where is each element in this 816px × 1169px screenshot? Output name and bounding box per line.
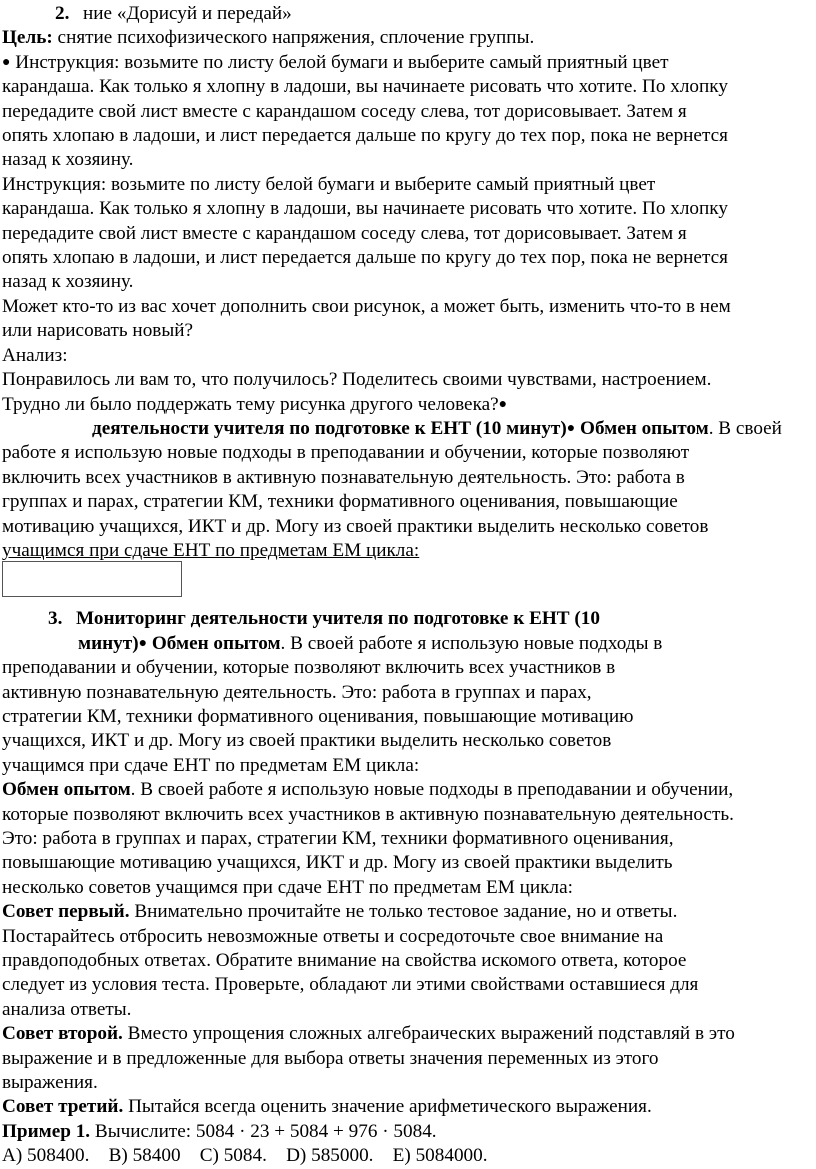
instruction-a-line: карандаша. Как только я хлопну в ладоши, вы начинаете рисовать что хотите. По хлопку: [2, 76, 728, 98]
section-2-heading: [0, 2, 816, 26]
fragment-line: работе я использую новые подходы в преподавании и обучении, которые позволяют: [2, 442, 690, 464]
example-1-line: Пример 1. Вычислите: 5084 · 23 + 5084 + 976 · 5084.: [2, 1120, 437, 1142]
instruction-a-line: ● Инструкция: возьмите по листу белой бумаги и выберите самый приятный цвет: [2, 51, 669, 73]
goal-line: [0, 26, 816, 50]
tip-3-label: Совет третий.: [2, 1096, 124, 1118]
section-3-line: учащимся при сдаче ЕНТ по предметам ЕМ цикла:: [2, 754, 420, 776]
section-3-number: 3.: [48, 608, 63, 630]
exchange-line: которые позволяют включить всех участников в активную познавательную деятельность.: [2, 803, 734, 825]
goal-text: снятие психофизического напряжения, сплочение группы.: [52, 27, 535, 49]
bullet-icon: ●: [498, 396, 508, 412]
instruction-b-line: передадите свой лист вместе с карандашом соседу слева, тот дорисовывает. Затем я: [2, 222, 687, 244]
analysis-label: Анализ:: [2, 344, 68, 366]
instruction-b-line: опять хлопаю в ладоши, и лист передается дальше по кругу до тех пор, пока не вернется: [2, 247, 728, 269]
tip-2-line: выражение и в предложенные для выбора ответы значения переменных из этого: [2, 1047, 659, 1069]
instruction-b-line: карандаша. Как только я хлопну в ладоши, вы начинаете рисовать что хотите. По хлопку: [2, 198, 728, 220]
empty-frame: [2, 561, 182, 597]
exchange-line: Это: работа в группах и парах, стратегии КМ, техники формативного оценивания,: [2, 828, 674, 849]
bullet-icon: ●: [566, 420, 576, 436]
bullet-icon: ●: [2, 54, 11, 70]
section-2-title: ние «Дорисуй и передай»: [83, 3, 292, 24]
example-1-answers: А) 508400. В) 58400 С) 5084. D) 585000. Е) 5084000.: [2, 1145, 488, 1167]
section-3-line: минут)● Обмен опытом. В своей работе я использую новые подходы в: [78, 632, 663, 654]
fragment-line: учащимся при сдаче ЕНТ по предметам ЕМ цикла:: [2, 539, 420, 561]
section-3-line: преподавании и обучении, которые позволяют включить всех участников в: [2, 657, 616, 679]
section-3-line: активную познавательную деятельность. Это: работа в группах и парах,: [2, 681, 592, 703]
exchange-line: Обмен опытом. В своей работе я использую новые подходы в преподавании и обучении,: [2, 779, 734, 801]
section-3-heading: [0, 607, 816, 631]
tip-1-line: следует из условия теста. Проверьте, обладают ли этими свойствами оставшиеся для: [2, 974, 699, 996]
exchange-line: несколько советов учащимся при сдаче ЕНТ по предметам ЕМ цикла:: [2, 876, 573, 898]
tip-1-line: правдоподобных ответах. Обратите внимание на свойства искомого ответа, которое: [2, 950, 687, 972]
section-3-title: Мониторинг деятельности учителя по подготовке к ЕНТ (10: [76, 608, 600, 630]
tip-2-label: Совет второй.: [2, 1023, 123, 1045]
fragment-heading: деятельности учителя по подготовке к ЕНТ (10 минут)● Обмен опытом. В своей: [92, 417, 782, 439]
tip-1-line: Совет первый. Внимательно прочитайте не только тестовое задание, но и ответы.: [2, 901, 678, 923]
instruction-a: [0, 51, 816, 173]
exchange-label: Обмен опытом: [2, 779, 131, 801]
fragment-bold-head: деятельности учителя по подготовке к ЕНТ (10 минут): [92, 417, 567, 439]
instruction-b-line: назад к хозяину.: [2, 271, 134, 293]
question-line: или нарисовать новый?: [2, 320, 194, 342]
tip-1-label: Совет первый.: [2, 901, 130, 923]
instruction-a-line: опять хлопаю в ладоши, и лист передается дальше по кругу до тех пор, пока не вернется: [2, 125, 728, 147]
instruction-b-line: Инструкция: возьмите по листу белой бумаги и выберите самый приятный цвет: [2, 173, 656, 195]
exchange-line: повышающие мотивацию учащихся, ИКТ и др. Могу из своей практики выделить: [2, 852, 673, 874]
example-1-label: Пример 1.: [2, 1120, 91, 1142]
section-3-exchange-label: Обмен опытом: [147, 632, 281, 654]
tip-3-line: Совет третий. Пытайся всегда оценить значение арифметического выражения.: [2, 1096, 652, 1118]
fragment-exchange-label: Обмен опытом: [575, 417, 709, 439]
question-line: Может кто-то из вас хочет дополнить свои рисунок, а может быть, изменить что-то в нем: [2, 295, 731, 317]
instruction-a-line: назад к хозяину.: [2, 149, 134, 171]
tip-2-line: выражения.: [2, 1072, 98, 1094]
tip-2-line: Совет второй. Вместо упрощения сложных алгебраических выражений подставляй в это: [2, 1023, 735, 1045]
tip-1-line: Постарайтесь отбросить невозможные ответы и сосредоточьте свое внимание на: [2, 925, 664, 947]
fragment-line: включить всех участников в активную познавательную деятельность. Это: работа в: [2, 466, 685, 488]
bullet-icon: ●: [138, 635, 148, 651]
fragment-line: мотивацию учащихся, ИКТ и др. Могу из своей практики выделить несколько советов: [2, 515, 709, 537]
instruction-b: [0, 173, 816, 295]
tip-1-line: анализа ответы.: [2, 998, 132, 1020]
analysis-line: Трудно ли было поддержать тему рисунка другого человека?●: [2, 393, 508, 415]
goal-label: Цель:: [2, 27, 53, 49]
section-3-line: учащихся, ИКТ и др. Могу из своей практики выделить несколько советов: [2, 730, 612, 752]
section-2-number: 2.: [55, 3, 70, 24]
analysis-line: Понравилось ли вам то, что получилось? Поделитесь своими чувствами, настроением.: [2, 369, 712, 391]
fragment-line: группах и парах, стратегии КМ, техники формативного оценивания, повышающие: [2, 491, 678, 513]
section-3-line: стратегии КМ, техники формативного оценивания, повышающие мотивацию: [2, 705, 634, 727]
instruction-a-line: передадите свой лист вместе с карандашом соседу слева, тот дорисовывает. Затем я: [2, 100, 687, 122]
